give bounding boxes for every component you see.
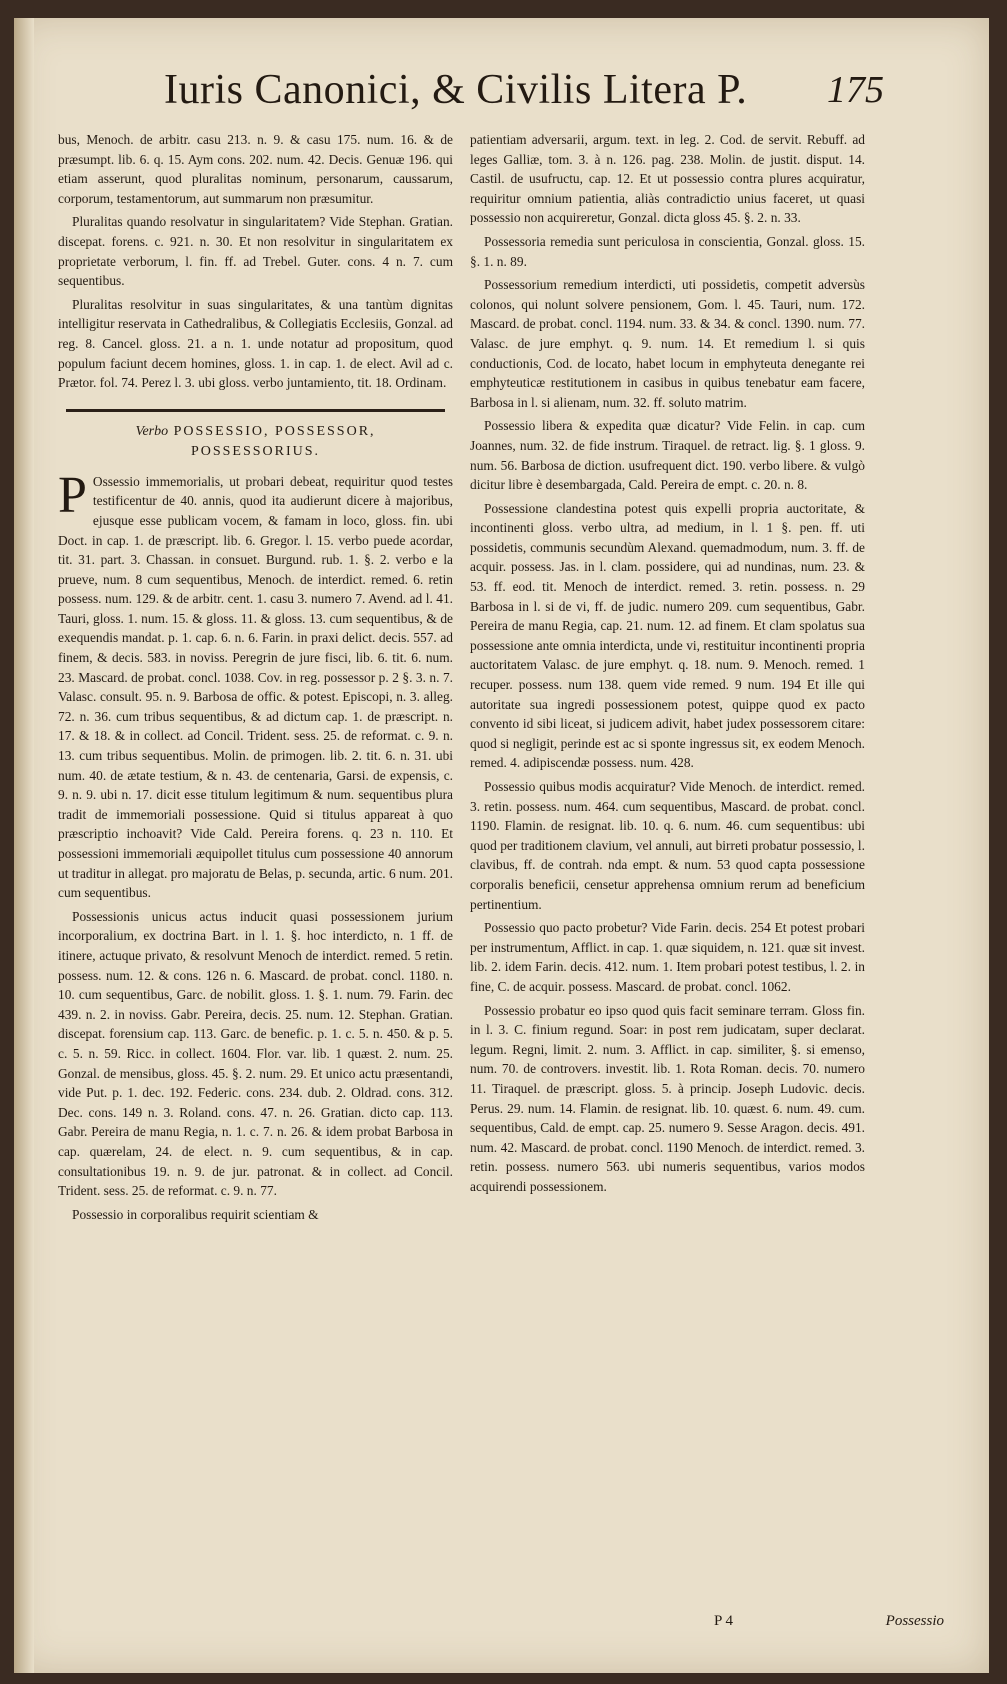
section-heading: [58, 422, 453, 462]
running-title: Iuris Canonici, & Civilis Litera P.: [164, 67, 748, 113]
page-number: 175: [827, 69, 884, 111]
paragraph: Possessio in corporalibus requirit scientiam &: [72, 1206, 319, 1222]
catchword: Possessio: [885, 1613, 944, 1629]
section-heading-line2: POSSESSORIUS.: [190, 443, 321, 459]
paragraph: bus, Menoch. de arbitr. casu 213. n. 9. & casu 175. num. 16. & de præsumpt. lib. 6. q. 15. Aym cons. 202. num. 42. Decis. Genuæ 196. qui etiam asserunt, quod pluralitas nominum, personarum, caussarum, corporum, testamentorum, aut summarum non præsumitur.: [58, 132, 453, 206]
signature-mark: P 4: [714, 1613, 734, 1629]
section-heading-line1: POSSESSIO, POSSESSOR,: [173, 423, 376, 439]
paragraph: Possessio probatur eo ipso quod quis facit seminare terram. Gloss fin. in l. 3. C. finium regund. Soar: in post rem judicatam, super declarat. legum. Regni, limit. 2. num. 3. Afflict. in cap. similiter, §. si emenso, num. 70. de controvers. investit. lib. 1. Rota Roman. decis. 70. numero 11. Tiraquel. de præscript. gloss. 5. à princip. Joseph Ludovic. decis. Perus. 29. num. 14. Flamin. de resignat. lib. 10. quæst. 6. num. 49. cum. sequentibus, Cald. de empt. cap. 25. numero 9. Sesse Aragon. decis. 491. num. 42. Mascard. de probat. concl. 1190 Menoch. de interdict. remed. 3. retin. possess. numero 563. ubi numeris sequentibus, varios modos acquirendi possessionem.: [470, 1002, 865, 1194]
drop-capital: P: [58, 466, 87, 524]
paragraph: Possessoria remedia sunt periculosa in conscientia, Gonzal. gloss. 15. §. 1. n. 89.: [470, 233, 865, 269]
paragraph-text: Ossessio immemorialis, ut probari debeat, requiritur quod testes testificentur de 40. annis, quod ita audierunt dicere à majoribus, ejusque esse publicam vocem, & famam in loco, gloss. fin. ubi Doct. in cap. 1. de præscript. lib. 6. Gregor. l. 15. verbo puede acordar, tit. 31. part. 3. Chassan. in consuet. Burgund. rub. 1. §. 2. verbo e la prueve, num. 8 cum sequentibus, Menoch. de interdict. remed. 6. retin possess. num. 129. & de arbitr. cent. 1. casu 3. numero 7. Avend. ad l. 41. Tauri, gloss. 1. num. 15. & gloss. 11. & gloss. 13. cum sequentibus, & de exequendis mandat. p. 1. cap. 6. n. 6. Farin. in praxi delict. decis. 557. ad finem, & decis. 583. in noviss. Peregrin de jure fisci, lib. 6. tit. 6. num. 23. Mascard. de probat. concl. 1038. Cov. in reg. possessor p. 2 §. 3. n. 7. Valasc. consult. 95. n. 9. Barbosa de offic. & potest. Episcopi, n. 3. alleg. 72. n. 36. cum tribus sequentibus, & ad dictum cap. 1. de præscript. n. 17. & 18. & in collect. ad Concil. Trident. sess. 25. de reformat. c. 9. n. 13. cum tribus sequentibus. Molin. de primogen. lib. 2. tit. 6. n. 31. ubi num. 40. de ætate testium, & n. 43. de centenaria, Garsi. de expensis, c. 9. n. 9. ubi n. 17. dicit esse titulum legitimum & num. sequentibus plura tradit de immemoriali possessione. Quid si titulus appareat à quo præscriptio inchoavit? Vide Cald. Pereira forens. q. 23 n. 110. Et possessioni immemoriali æquipollet titulus cum possessione 40 annorum ut traditur in allegat. pro majoratu de Belas, p. secunda, artic. 6 num. 201. cum sequentibus.: [58, 473, 453, 901]
paragraph: Possessio quibus modis acquiratur? Vide Menoch. de interdict. remed. 3. retin. possess. num. 464. cum sequentibus, Mascard. de probat. concl. 1190. Flamin. de resignat. lib. 10. q. 6. num. 46. cum sequentibus: ubi quod per traditionem clavium, vel annuli, aut birreti probatur possessio, l. clavibus, ff. de contrah. nda empt. & num. 53 quod capta possessione corporalis beneficii, censetur apprehensa omnium rerum ad beneficium pertinentium.: [470, 779, 865, 912]
book-page: [14, 18, 989, 1673]
paragraph: Possessio libera & expedita quæ dicatur? Vide Felin. in cap. cum Joannes, num. 32. de fide instrum. Tiraquel. de retract. lig. §. 1 gloss. 9. num. 56. Barbosa de diction. usufrequent dict. 190. verbo libere. & vulgò dicitur libre è desembargada, Cald. Pereira de empt. c. 20. n. 8.: [470, 418, 865, 493]
paragraph: Possessione clandestina potest quis expelli propria auctoritate, & incontinenti gloss. verbo ultra, ad medium, in l. 1 §. pen. ff. uti possidetis, communis secundùm Alexand. quemadmodum, num. 3. ff. de acquir. possess. Jas. in l. clam. possidere, qui ad nundinas, num. 23. & 53. ff. eod. tit. Menoch de interdict. remed. 3. retin. possess. n. 29 Barbosa in l. si de vi, ff. de judic. numero 209. cum sequentibus, Gabr. Pereira de manu Regia, cap. 21. num. 12. ad finem. Et clam spolatus sua possessione ante omnia interdicta, unde vi, restituitur incontinenti propria auctoritatem Valasc. de jure emphyt. q. 18. num. 9. Menoch. remed. 1 recuper. possess. num 138. quem vide remed. 9 num. 194 Et ille qui autoritate sua ingredi possessionem potest, quippe quod ex pacto convento id sibi liceat, si judicem adivit, habet judex possessorem citare: quod si negligit, perinde est ac si sponte ingressus sit, ex eodem Menoch. remed. 4. adipiscendæ possess. num. 428.: [470, 500, 865, 771]
paragraph: Possessorium remedium interdicti, uti possidetis, competit adversùs colonos, qui nolunt solvere pensionem, Gom. l. 45. Tauri, num. 172. Mascard. de probat. concl. 1194. num. 33. & 34. & concl. 1390. num. 77. Valasc. de jure emphyt. q. 9. num. 14. Et remedium l. si quis conductionis, Cod. de locato, habet locum in emphyteuta denegante rei emphyteuticæ restitutionem in casibus in quibus tenebatur eam facere, Barbosa in l. si alienam, num. 32. ff. soluto matrim.: [470, 277, 865, 410]
paragraph-with-dropcap: [58, 466, 453, 903]
paragraph: Possessionis unicus actus inducit quasi possessionem jurium incorporalium, ex doctrina Bart. in l. 1. §. hoc interdicto, n. 1 ff. de itinere, actuque privato, & resolvunt Menoch de interdict. remed. 5 retin. possess. num. 12. & cons. 126 n. 6. Mascard. de probat. concl. 1180. n. 10. cum sequentibus, Garc. de nobilit. gloss. 1. §. 1. num. 79. Farin. dec 439. n. 2. in noviss. Gabr. Pereira, decis. 25. num. 12. Stephan. Gratian. discepat. forensium cap. 113. Garc. de benefic. p. 1. c. 5. n. 450. & p. 5. c. 5. n. 59. Ricc. in collect. 1604. Flor. var. lib. 1 quæst. 2. num. 25. Gonzal. de mensibus, gloss. 45. §. 2. num. 29. Et unico actu præsentandi, vide Put. p. 1. dec. 192. Federic. cons. 234. dub. 2. Oldrad. cons. 312. Dec. cons. 149 n. 3. Roland. cons. 47. n. 26. Gratian. dicto cap. 113. Gabr. Pereira de manu Regia, n. 1. c. 7. n. 26. & idem probat Barbosa in cap. quærelam, 24. de elect. n. 9. cum sequentibus, & in cap. consultationibus 19. n. 9. de jur. patronat. & in collect. ad Concil. Trident. sess. 25. de reformat. c. 9. n. 77.: [58, 908, 453, 1199]
left-column: [58, 130, 453, 1228]
paragraph: patientiam adversarii, argum. text. in leg. 2. Cod. de servit. Rebuff. ad leges Galliæ, tom. 3. à n. 126. pag. 238. Molin. de justit. disput. 14. Castil. de usufructu, cap. 12. Et ut possessio contra plures acquiratur, requiritur omnium patientia, aliàs contradictio unius faceret, ut quasi possessio non acquireretur, Gonzal. dicta gloss 45. §. 2. n. 33.: [470, 132, 865, 226]
paragraph: Pluralitas quando resolvatur in singularitatem? Vide Stephan. Gratian. discepat. forens. c. 921. n. 30. Et non resolvitur in singularitatem ex proprietate verborum, l. fin. ff. ad Trebel. Guter. cons. 4 n. 7. cum sequentibus.: [58, 214, 453, 289]
page-header: [164, 66, 884, 124]
section-heading-label: Verbo: [135, 423, 169, 439]
paragraph: Pluralitas resolvitur in suas singularitates, & una tantùm dignitas intelligitur reservata in Cathedralibus, & Collegiatis Ecclesiis, Gonzal. ad reg. 8. Cancel. gloss. 21. a n. 1. unde notatur ad propositum, quod populum faciunt decem homines, gloss. 1. in cap. 1. de elect. Avil ad c. Prætor. fol. 74. Perez l. 3. ubi gloss. verbo juntamiento, tit. 18. Ordinam.: [58, 296, 453, 391]
page-gutter: [14, 18, 34, 1673]
paragraph: Possessio quo pacto probetur? Vide Farin. decis. 254 Et potest probari per instrumentum, Afflict. in cap. 1. quæ siquidem, n. 121. quæ sit invest. lib. 2. idem Farin. decis. 412. num. 1. Item probari potest testibus, l. 2. in fine, C. de acquir. possess. Mascard. de probat. concl. 1062.: [470, 920, 865, 994]
section-divider: [66, 409, 445, 412]
page-footer: [714, 1613, 944, 1637]
right-column: [470, 130, 865, 1200]
